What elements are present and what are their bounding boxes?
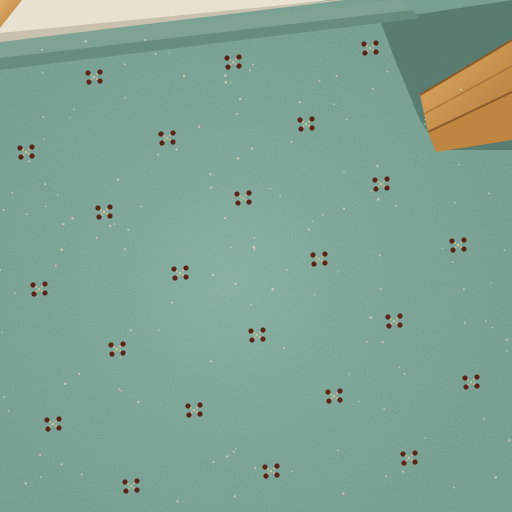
carpet-fleck xyxy=(120,390,122,392)
carpet-fleck xyxy=(383,408,385,410)
carpet-fleck xyxy=(376,165,379,168)
carpet-fleck xyxy=(379,254,381,256)
carpet-fleck xyxy=(28,160,30,162)
carpet-fleck xyxy=(234,283,236,285)
carpet-fleck xyxy=(492,327,494,329)
carpet-fleck xyxy=(250,304,252,306)
carpet-fleck xyxy=(118,388,120,390)
carpet-fleck xyxy=(64,383,66,385)
carpet-fleck xyxy=(483,418,485,420)
carpet-fleck xyxy=(237,157,239,159)
carpet-fleck xyxy=(239,98,241,100)
carpet-fleck xyxy=(137,401,139,403)
carpet-fleck xyxy=(463,288,465,290)
carpet-fleck xyxy=(41,49,43,51)
carpet-fleck xyxy=(183,75,185,77)
carpet-fleck xyxy=(453,486,455,488)
carpet-fleck xyxy=(224,74,227,77)
carpet-fleck xyxy=(286,269,288,271)
carpet-fleck xyxy=(254,467,256,469)
carpet-fleck xyxy=(130,329,132,331)
carpet-fleck xyxy=(343,208,345,210)
carpet-fleck xyxy=(158,330,159,331)
carpet-fleck xyxy=(230,247,232,249)
carpet-fleck xyxy=(506,339,508,341)
carpet-fleck xyxy=(212,274,214,276)
carpet-fleck xyxy=(271,288,274,291)
carpet-fleck xyxy=(425,437,427,439)
carpet-fleck xyxy=(366,341,368,343)
carpet-fleck xyxy=(1,332,3,334)
carpet-fleck xyxy=(290,141,292,143)
carpet-fleck xyxy=(312,221,314,223)
carpet-fleck xyxy=(114,223,115,224)
carpet-fleck xyxy=(61,463,63,465)
carpet-fleck xyxy=(69,117,70,118)
carpet-fleck xyxy=(224,217,226,219)
carpet-fleck xyxy=(81,473,83,475)
carpet-fleck xyxy=(460,89,462,91)
carpet-fleck xyxy=(235,448,237,450)
carpet-fleck xyxy=(343,172,345,174)
carpet-fleck xyxy=(125,97,127,99)
carpet-fleck xyxy=(319,80,321,82)
carpet-fleck xyxy=(372,88,374,90)
carpet-fleck xyxy=(233,495,235,497)
carpet-fleck xyxy=(491,282,492,283)
carpet-fleck xyxy=(117,179,119,181)
carpet-fleck xyxy=(84,40,86,42)
carpet-fleck xyxy=(458,164,459,165)
carpet-fleck xyxy=(322,214,324,216)
carpet-fleck xyxy=(333,103,335,105)
carpet-fleck xyxy=(253,237,255,239)
carpet-fleck xyxy=(3,209,5,211)
carpet-fleck xyxy=(369,316,372,319)
carpet-fleck xyxy=(175,148,177,150)
carpet-fleck xyxy=(382,341,384,343)
carpet-fleck xyxy=(176,500,178,502)
carpet-fleck xyxy=(251,147,253,149)
carpet-fleck xyxy=(346,119,348,121)
carpet-fleck xyxy=(198,126,200,128)
carpet-fleck xyxy=(210,360,212,362)
carpet-fleck xyxy=(504,249,506,251)
carpet-fleck xyxy=(337,450,339,452)
carpet-fleck xyxy=(71,217,74,220)
carpet-fleck xyxy=(314,294,315,295)
carpet-fleck xyxy=(14,293,16,295)
carpet-fleck xyxy=(213,461,215,463)
carpet-fleck xyxy=(399,366,401,368)
carpet-fleck xyxy=(55,265,57,267)
carpet-fleck xyxy=(402,471,404,473)
carpet-fleck xyxy=(377,198,380,201)
carpet-fleck xyxy=(424,119,425,120)
carpet-fleck xyxy=(336,75,338,77)
carpet-fleck xyxy=(485,320,487,322)
carpet-fleck xyxy=(370,190,371,191)
carpet-fleck xyxy=(269,188,270,189)
carpet-fleck xyxy=(43,139,45,141)
carpet-fleck xyxy=(78,373,80,375)
carpet-fleck xyxy=(279,195,281,197)
carpet-fleck xyxy=(348,373,349,374)
carpet-fleck xyxy=(379,288,381,290)
carpet-fleck xyxy=(236,113,238,115)
carpet-fleck xyxy=(209,173,211,175)
carpet-fleck xyxy=(210,186,212,188)
carpet-fleck xyxy=(452,261,454,263)
carpet-fleck xyxy=(283,347,285,349)
carpet-fleck xyxy=(157,154,159,156)
carpet-fleck xyxy=(124,248,126,250)
carpet-fleck xyxy=(3,396,5,398)
carpet-fleck xyxy=(226,455,228,457)
carpet-fleck xyxy=(299,101,301,103)
carpet-fleck xyxy=(109,225,111,227)
carpet-fleck xyxy=(508,439,510,441)
carpet-fleck xyxy=(73,109,75,111)
carpet-fleck xyxy=(464,322,466,324)
carpet-fleck xyxy=(8,410,10,412)
carpet-fleck xyxy=(252,64,254,66)
carpet-fleck xyxy=(24,482,27,485)
carpet-fleck xyxy=(395,205,397,207)
carpet-fleck xyxy=(169,52,170,53)
carpet-fleck xyxy=(39,454,41,456)
carpet-fleck xyxy=(454,202,456,204)
carpet-fleck xyxy=(225,81,228,84)
carpet-fleck xyxy=(127,229,129,231)
carpet-fleck xyxy=(253,246,255,248)
carpet-fleck xyxy=(342,492,344,494)
carpet-fleck xyxy=(442,248,444,250)
carpet-fleck xyxy=(124,63,126,65)
carpet-fleck xyxy=(171,302,173,304)
carpet-fleck xyxy=(40,476,42,478)
carpet-fleck xyxy=(385,475,387,477)
carpet-fleck xyxy=(62,223,64,225)
carpet-fleck xyxy=(96,237,98,239)
carpet-fleck xyxy=(358,401,360,403)
carpet-fleck xyxy=(424,123,426,125)
carpet-fleck xyxy=(253,248,255,250)
carpet-fleck xyxy=(155,53,157,55)
carpet-fleck xyxy=(291,470,292,471)
carpet-fleck xyxy=(45,206,47,208)
carpet-fleck xyxy=(57,194,59,196)
carpet-fleck xyxy=(11,192,13,194)
carpet-fleck xyxy=(44,183,46,185)
carpet-fleck xyxy=(249,69,251,71)
carpet-fleck xyxy=(488,192,490,194)
carpet-fleck xyxy=(61,248,64,251)
carpet-fleck xyxy=(120,356,122,358)
carpet-fleck xyxy=(43,116,45,118)
carpet-fleck xyxy=(387,71,389,73)
carpet-fleck xyxy=(308,228,310,230)
carpet-fleck xyxy=(230,82,231,83)
carpet-fleck xyxy=(233,451,235,453)
carpet-fleck xyxy=(144,39,146,41)
carpet-fleck xyxy=(506,350,508,352)
carpet-fleck xyxy=(26,213,28,215)
carpet-fleck xyxy=(338,271,340,273)
carpet-fleck xyxy=(495,476,497,478)
carpet-fleck xyxy=(42,71,44,73)
carpet-fleck xyxy=(404,373,406,375)
carpet-fleck xyxy=(141,206,143,208)
